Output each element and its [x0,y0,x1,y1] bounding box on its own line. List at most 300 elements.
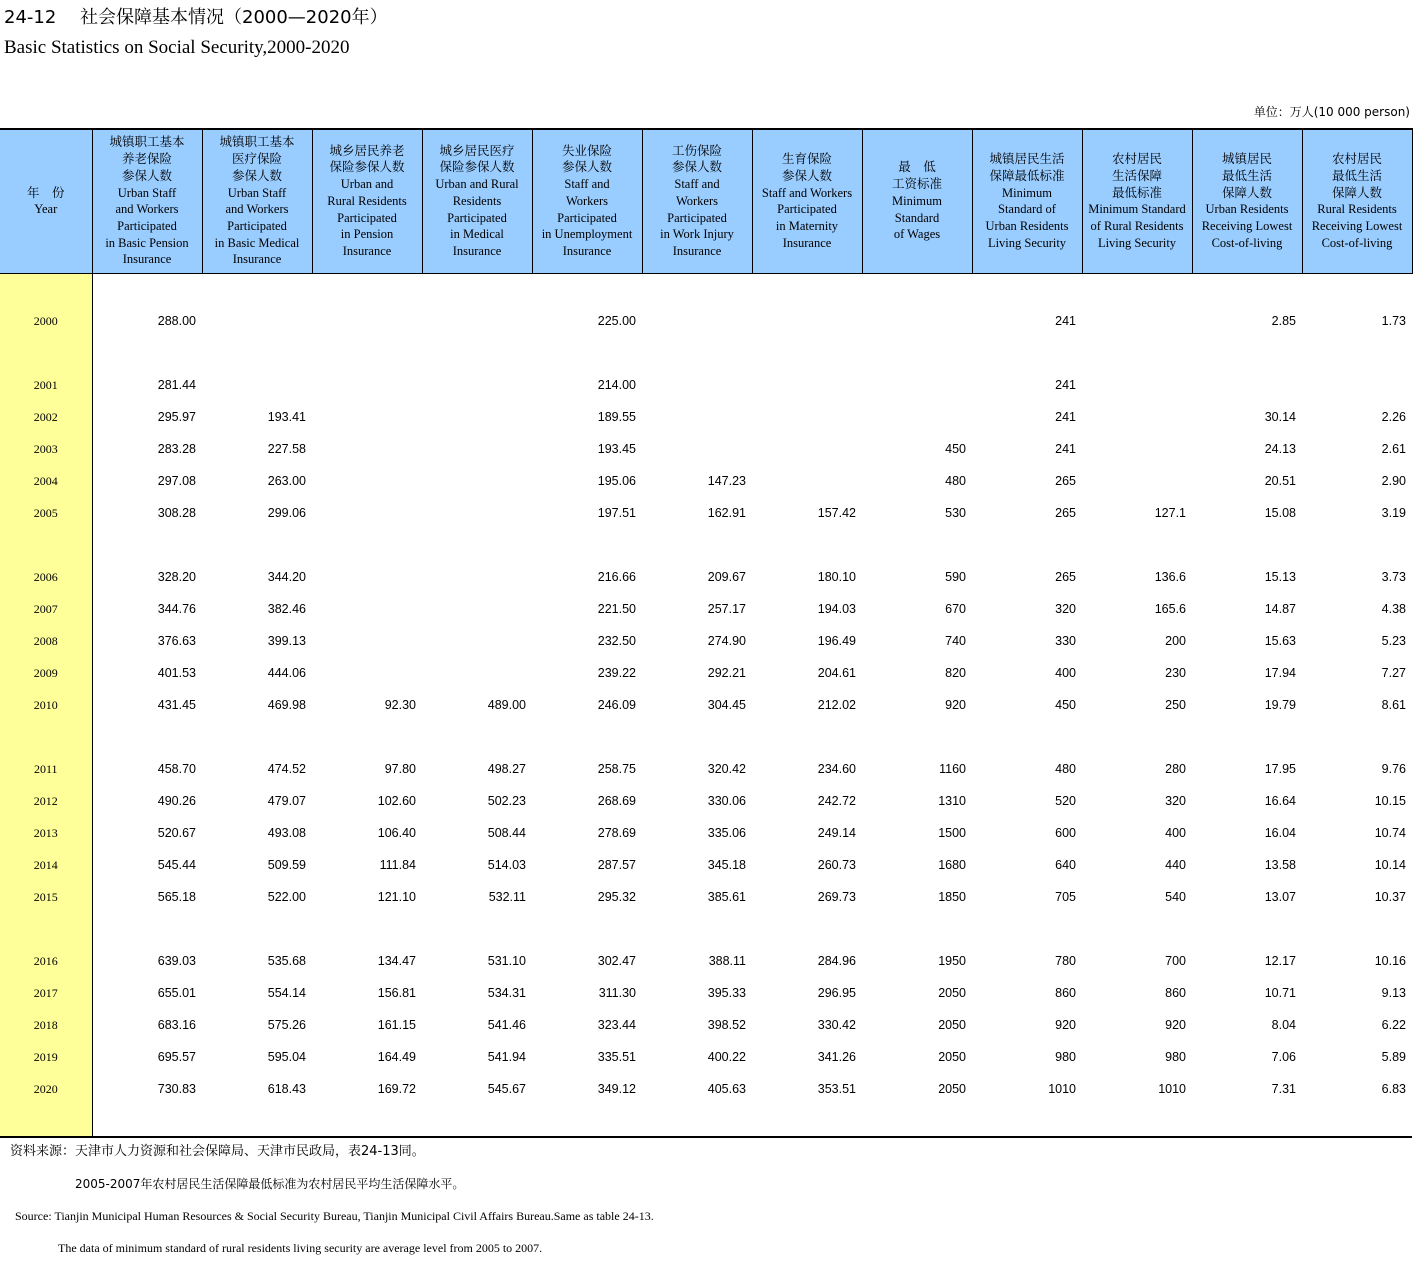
cell-unemployment: 221.50 [597,602,636,616]
spacer-row [0,273,1412,305]
column-header-en-line: Rural Residents [1317,202,1397,217]
year-cell: 2009 [0,657,92,689]
cell-maternity: 157.42 [817,506,856,520]
cell-urban-lowest-cost-recipients: 7.06 [1271,1050,1296,1064]
spacer-cell [1192,337,1302,369]
cell-urban-staff-pension: 308.28 [157,506,196,520]
spacer-cell [1192,1105,1302,1137]
column-header-maternity [752,129,862,273]
cell-urban-staff-medical [202,305,312,337]
cell-maternity [752,433,862,465]
cell-maternity [752,401,862,433]
cell-unemployment: 232.50 [597,634,636,648]
cell-rural-lowest-cost-recipients: 2.90 [1381,474,1406,488]
cell-work-injury: 385.61 [707,890,746,904]
spacer-row [0,721,1412,753]
cell-minimum-wage: 2050 [938,1082,966,1096]
column-header-zh-line: 城镇职工基本 [219,134,295,150]
cell-urban-lowest-cost-recipients: 14.87 [1264,602,1296,616]
column-header-en-line: Participated [447,210,507,225]
cell-urban-min-living-standard: 520 [1055,794,1076,808]
cell-minimum-wage: 1950 [938,954,966,968]
year-spacer-cell [0,1105,92,1137]
cell-urban-min-living-standard: 980 [1055,1050,1076,1064]
cell-urban-staff-medical: 522.00 [267,890,306,904]
footnote-en: The data of minimum standard of rural residents living security are average level from 2005 to 2007. [58,1241,543,1255]
spacer-cell [972,529,1082,561]
cell-residents-medical [422,657,532,689]
cell-residents-medical: 541.46 [487,1018,526,1032]
spacer-row [0,337,1412,369]
cell-maternity: 194.03 [817,602,856,616]
cell-urban-staff-medical [202,369,312,401]
cell-rural-lowest-cost-recipients: 2.61 [1381,442,1406,456]
social-security-table [0,128,1413,1138]
cell-urban-lowest-cost-recipients: 16.64 [1264,794,1296,808]
cell-residents-pension [312,497,422,529]
cell-urban-min-living-standard: 705 [1055,890,1076,904]
spacer-cell [1082,1105,1192,1137]
column-header-urban-staff-medical [202,129,312,273]
column-header-zh-line: 参保人数 [671,159,722,175]
cell-urban-min-living-standard: 600 [1055,826,1076,840]
spacer-cell [972,273,1082,305]
table-row [0,465,1412,497]
cell-rural-min-living-standard: 136.6 [1154,570,1186,584]
spacer-cell [862,1105,972,1137]
cell-rural-min-living-standard: 540 [1165,890,1186,904]
cell-urban-min-living-standard: 265 [1055,506,1076,520]
cell-maternity: 242.72 [817,794,856,808]
spacer-cell [862,913,972,945]
cell-minimum-wage: 1160 [939,762,966,776]
year-cell: 2016 [0,945,92,977]
column-header-en-line: Insurance [562,244,612,258]
table-row [0,849,1412,881]
spacer-cell [202,337,312,369]
cell-urban-staff-pension: 281.44 [157,378,196,392]
year-cell: 2012 [0,785,92,817]
column-header-en-line: Urban Residents [1205,202,1289,217]
cell-urban-min-living-standard: 1010 [1048,1082,1076,1096]
spacer-cell [1082,913,1192,945]
cell-urban-staff-pension: 401.53 [157,666,196,680]
spacer-cell [752,913,862,945]
column-header-zh-line: 保险参保人数 [329,159,405,175]
cell-work-injury: 292.21 [707,666,746,680]
cell-urban-lowest-cost-recipients: 17.94 [1264,666,1296,680]
column-header-en-line: in Basic Medical [214,235,300,250]
cell-unemployment: 268.69 [597,794,636,808]
column-header-en-line: Standard [894,210,940,225]
page-subtitle: Basic Statistics on Social Security,2000-2020 [4,37,350,58]
column-header-en-line: Cost-of-living [1211,235,1283,250]
cell-residents-pension [312,465,422,497]
column-header-en-line: and Workers [225,202,289,217]
column-header-zh-line: 参保人数 [231,167,282,183]
cell-urban-staff-pension: 639.03 [157,954,196,968]
cell-rural-min-living-standard: 980 [1165,1050,1186,1064]
cell-rural-min-living-standard [1082,305,1192,337]
cell-work-injury: 345.18 [707,858,746,872]
cell-urban-lowest-cost-recipients: 13.58 [1264,858,1296,872]
cell-urban-staff-medical: 618.43 [267,1082,306,1096]
cell-rural-lowest-cost-recipients: 9.13 [1381,986,1406,1000]
cell-residents-pension: 102.60 [377,794,416,808]
cell-maternity: 212.02 [817,698,856,712]
cell-rural-min-living-standard [1082,369,1192,401]
column-header-zh-line: 农村居民 [1111,151,1162,167]
column-header-unemployment [532,129,642,273]
cell-urban-min-living-standard: 860 [1055,986,1076,1000]
cell-rural-min-living-standard: 200 [1165,634,1186,648]
cell-rural-lowest-cost-recipients [1302,369,1412,401]
spacer-cell [972,337,1082,369]
column-header-en-line: in Work Injury [660,227,734,242]
cell-residents-medical [422,433,532,465]
cell-residents-medical: 514.03 [487,858,526,872]
column-header-en-line: Year [34,202,58,217]
year-cell: 2005 [0,497,92,529]
cell-urban-min-living-standard: 780 [1055,954,1076,968]
column-header-zh-line: 工伤保险 [671,142,722,158]
column-header-en-line: Insurance [782,235,832,250]
cell-urban-staff-pension: 683.16 [157,1018,196,1032]
cell-urban-staff-pension: 288.00 [157,314,196,328]
year-cell: 2019 [0,1041,92,1073]
cell-urban-staff-medical: 263.00 [267,474,306,488]
cell-residents-pension: 97.80 [384,762,416,776]
cell-urban-staff-pension: 295.97 [157,410,196,424]
cell-minimum-wage [862,369,972,401]
column-header-urban-lowest-cost-recipients [1192,129,1302,273]
table-row [0,689,1412,721]
year-cell: 2020 [0,1073,92,1105]
cell-residents-medical: 541.94 [487,1050,526,1064]
year-cell: 2008 [0,625,92,657]
column-header-zh-line: 工资标准 [891,176,942,192]
year-cell: 2001 [0,369,92,401]
cell-unemployment: 225.00 [597,314,636,328]
column-header-zh-line: 城镇居民生活 [989,151,1065,167]
table-number: 24-12 [4,7,57,28]
cell-rural-lowest-cost-recipients: 6.83 [1381,1082,1406,1096]
cell-work-injury: 395.33 [707,986,746,1000]
cell-maternity: 204.61 [817,666,856,680]
cell-work-injury: 274.90 [707,634,746,648]
cell-residents-medical [422,401,532,433]
cell-urban-lowest-cost-recipients: 24.13 [1264,442,1296,456]
spacer-cell [1192,273,1302,305]
cell-urban-staff-pension: 520.67 [157,826,196,840]
cell-work-injury [642,369,752,401]
cell-urban-staff-medical: 299.06 [267,506,306,520]
column-header-en-line: Living Security [987,235,1067,250]
year-cell: 2000 [0,305,92,337]
column-header-en-line: Minimum [891,193,942,208]
spacer-cell [422,1105,532,1137]
cell-residents-medical: 498.27 [487,762,526,776]
column-header-en-line: Living Security [1097,235,1177,250]
cell-rural-lowest-cost-recipients: 8.61 [1381,698,1406,712]
column-header-en-line: Standard of [998,202,1056,217]
cell-maternity [752,369,862,401]
column-header-en-line: in Medical [450,227,504,242]
column-header-zh-line: 保障人数 [1331,184,1382,200]
cell-urban-min-living-standard: 265 [1055,570,1076,584]
cell-maternity [752,305,862,337]
column-header-en-line: Minimum Standard [1088,202,1186,217]
spacer-cell [202,1105,312,1137]
column-header-en-line: of Wages [893,227,941,242]
column-header-en-line: Receiving Lowest [1201,218,1293,233]
cell-maternity: 196.49 [817,634,856,648]
table-row [0,881,1412,913]
cell-urban-staff-pension: 297.08 [157,474,196,488]
cell-minimum-wage: 1310 [938,794,966,808]
year-cell: 2018 [0,1009,92,1041]
table-row [0,497,1412,529]
year-cell: 2007 [0,593,92,625]
column-header-en-line: Minimum [1001,185,1052,200]
cell-residents-medical: 531.10 [487,954,526,968]
spacer-cell [752,1105,862,1137]
cell-minimum-wage: 2050 [938,1050,966,1064]
cell-urban-lowest-cost-recipients: 8.04 [1271,1018,1296,1032]
cell-residents-pension: 169.72 [377,1082,416,1096]
spacer-row [0,913,1412,945]
cell-residents-medical [422,625,532,657]
cell-rural-min-living-standard: 320 [1165,794,1186,808]
cell-unemployment: 295.32 [597,890,636,904]
cell-minimum-wage [862,401,972,433]
column-header-en-line: and Workers [115,202,179,217]
table-row [0,817,1412,849]
column-header-en-line: Staff and Workers [761,185,853,200]
cell-rural-lowest-cost-recipients: 4.38 [1381,602,1406,616]
spacer-row [0,1105,1412,1137]
cell-residents-medical: 502.23 [487,794,526,808]
spacer-cell [972,913,1082,945]
table-row [0,785,1412,817]
cell-unemployment: 195.06 [597,474,636,488]
column-header-en-line: of Rural Residents [1090,218,1184,233]
cell-urban-staff-pension: 344.76 [157,602,196,616]
table-row [0,977,1412,1009]
year-cell: 2010 [0,689,92,721]
column-header-en-line: Urban Staff [227,185,287,200]
cell-unemployment: 258.75 [597,762,636,776]
column-header-zh-line: 保险参保人数 [439,159,515,175]
cell-urban-min-living-standard: 640 [1055,858,1076,872]
cell-work-injury: 405.63 [707,1082,746,1096]
cell-urban-lowest-cost-recipients: 10.71 [1264,986,1296,1000]
cell-urban-staff-pension: 545.44 [157,858,196,872]
cell-urban-staff-medical: 344.20 [267,570,306,584]
cell-minimum-wage: 1680 [938,858,966,872]
cell-residents-medical [422,593,532,625]
column-header-en-line: Workers [675,193,719,208]
cell-unemployment: 193.45 [597,442,636,456]
cell-unemployment: 216.66 [597,570,636,584]
spacer-cell [642,529,752,561]
cell-urban-lowest-cost-recipients: 20.51 [1264,474,1296,488]
spacer-cell [422,529,532,561]
cell-urban-staff-medical: 227.58 [267,442,306,456]
cell-minimum-wage: 670 [945,602,966,616]
header-row [0,129,1412,273]
cell-maternity: 249.14 [817,826,856,840]
spacer-cell [752,337,862,369]
table-row [0,945,1412,977]
spacer-cell [1302,721,1412,753]
year-cell: 2002 [0,401,92,433]
cell-minimum-wage: 1850 [938,890,966,904]
cell-rural-min-living-standard: 1010 [1158,1082,1186,1096]
cell-residents-pension: 92.30 [384,698,416,712]
year-spacer-cell [0,529,92,561]
cell-residents-pension [312,657,422,689]
column-header-en-line: Urban and Rural [435,177,519,192]
column-header-en-line: Participated [667,210,727,225]
cell-maternity: 353.51 [817,1082,856,1096]
column-header-zh-line: 生活保障 [1111,167,1162,183]
cell-rural-min-living-standard: 920 [1165,1018,1186,1032]
column-header-zh-line: 最低生活 [1331,167,1382,183]
table-row [0,561,1412,593]
cell-rural-min-living-standard: 440 [1165,858,1186,872]
spacer-cell [202,721,312,753]
spacer-row [0,529,1412,561]
column-header-zh-line: 失业保险 [561,142,612,158]
cell-urban-staff-medical: 595.04 [267,1050,306,1064]
cell-rural-lowest-cost-recipients: 10.15 [1374,794,1406,808]
spacer-cell [312,337,422,369]
column-header-en-line: Insurance [452,244,502,258]
cell-residents-pension [312,369,422,401]
cell-minimum-wage: 450 [945,442,966,456]
spacer-cell [1302,337,1412,369]
table-row [0,1073,1412,1105]
cell-residents-pension: 111.84 [379,858,416,872]
year-cell: 2013 [0,817,92,849]
cell-urban-min-living-standard: 241 [1055,410,1076,424]
cell-urban-staff-medical: 575.26 [267,1018,306,1032]
year-spacer-cell [0,721,92,753]
column-header-en-line: Insurance [342,244,392,258]
cell-unemployment: 246.09 [597,698,636,712]
cell-urban-min-living-standard: 265 [1055,474,1076,488]
year-cell: 2017 [0,977,92,1009]
cell-work-injury [642,401,752,433]
column-header-en-line: Staff and [564,177,610,192]
cell-unemployment: 335.51 [597,1050,636,1064]
cell-urban-lowest-cost-recipients: 16.04 [1264,826,1296,840]
cell-urban-lowest-cost-recipients: 19.79 [1264,698,1296,712]
column-header-zh-line: 参保人数 [781,167,832,183]
cell-rural-min-living-standard: 700 [1165,954,1186,968]
cell-urban-staff-pension: 328.20 [157,570,196,584]
cell-urban-lowest-cost-recipients: 30.14 [1264,410,1296,424]
spacer-cell [642,337,752,369]
cell-maternity: 296.95 [817,986,856,1000]
spacer-cell [92,721,202,753]
footnote-zh: 2005-2007年农村居民生活保障最低标准为农村居民平均生活保障水平。 [75,1177,465,1191]
year-cell: 2004 [0,465,92,497]
column-header-year [0,129,92,273]
column-header-en-line: Insurance [122,252,172,267]
spacer-cell [422,913,532,945]
column-header-zh-line: 最低标准 [1111,184,1162,200]
cell-unemployment: 214.00 [597,378,636,392]
spacer-cell [862,529,972,561]
cell-urban-staff-pension: 695.57 [157,1050,196,1064]
spacer-cell [532,721,642,753]
cell-urban-lowest-cost-recipients: 2.85 [1271,314,1296,328]
column-header-en-line: in Pension [340,227,394,242]
cell-work-injury: 398.52 [707,1018,746,1032]
spacer-cell [1082,529,1192,561]
column-header-en-line: Insurance [672,244,722,258]
cell-residents-medical [422,369,532,401]
cell-rural-min-living-standard [1082,401,1192,433]
column-header-en-line: in Maternity [775,218,839,233]
cell-minimum-wage: 920 [945,698,966,712]
cell-residents-pension [312,593,422,625]
spacer-cell [972,1105,1082,1137]
cell-maternity: 180.10 [817,570,856,584]
spacer-cell [92,913,202,945]
cell-work-injury: 400.22 [707,1050,746,1064]
cell-urban-min-living-standard: 400 [1055,666,1076,680]
cell-urban-staff-medical: 444.06 [267,666,306,680]
column-header-en-line: Urban Staff [117,185,177,200]
spacer-cell [1082,273,1192,305]
cell-unemployment: 311.30 [598,986,636,1000]
cell-urban-staff-pension: 283.28 [157,442,196,456]
cell-residents-pension: 106.40 [377,826,416,840]
cell-residents-medical [422,465,532,497]
cell-rural-lowest-cost-recipients: 10.74 [1374,826,1406,840]
column-header-zh-line: 城镇居民 [1221,151,1272,167]
spacer-cell [1192,913,1302,945]
cell-urban-lowest-cost-recipients [1192,369,1302,401]
cell-maternity: 284.96 [817,954,856,968]
cell-urban-staff-medical: 554.14 [267,986,306,1000]
table-row [0,1041,1412,1073]
spacer-cell [642,273,752,305]
spacer-cell [752,273,862,305]
column-header-minimum-wage [862,129,972,273]
cell-rural-lowest-cost-recipients: 10.16 [1374,954,1406,968]
column-header-rural-lowest-cost-recipients [1302,129,1412,273]
cell-work-injury [642,305,752,337]
cell-urban-staff-pension: 490.26 [157,794,196,808]
cell-rural-lowest-cost-recipients: 7.27 [1381,666,1406,680]
cell-maternity: 269.73 [817,890,856,904]
table-row [0,1009,1412,1041]
column-header-en-line: Participated [777,202,837,217]
cell-rural-min-living-standard: 280 [1165,762,1186,776]
cell-work-injury: 330.06 [707,794,746,808]
cell-unemployment: 287.57 [597,858,636,872]
column-header-en-line: Workers [565,193,609,208]
unit-label: 单位：万人(10 000 person) [1253,105,1410,119]
cell-urban-min-living-standard: 241 [1055,442,1076,456]
cell-urban-lowest-cost-recipients: 15.08 [1264,506,1296,520]
cell-maternity: 341.26 [817,1050,856,1064]
column-header-zh-line: 养老保险 [121,151,172,167]
